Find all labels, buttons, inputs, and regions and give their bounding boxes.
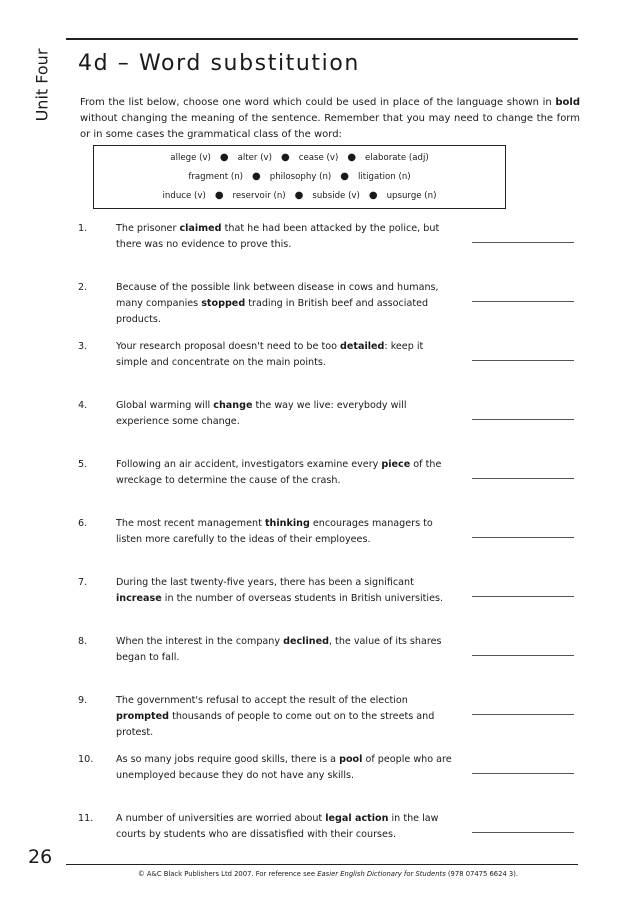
question-number: 4. — [78, 400, 88, 411]
target-word: thinking — [264, 518, 310, 529]
word-item: induce (v) — [162, 191, 206, 201]
question-number: 8. — [78, 636, 88, 647]
word-item: allege (v) — [170, 153, 211, 163]
target-word: detailed — [340, 341, 385, 352]
target-word: legal action — [325, 813, 389, 824]
question-item — [78, 221, 578, 280]
question-text: Global warming will change the way we live: everybody will experience some change. — [116, 400, 407, 427]
answer-line[interactable] — [472, 241, 574, 243]
word-item: subside (v) — [312, 191, 360, 201]
word-item: alter (v) — [237, 153, 272, 163]
answer-line[interactable] — [472, 300, 574, 302]
answer-line[interactable] — [472, 772, 574, 774]
question-item — [78, 752, 578, 811]
target-word: piece — [381, 459, 411, 470]
question-text: The government's refusal to accept the result of the election prompted thousands of people to come out on to the streets and protest. — [116, 695, 435, 738]
answer-line[interactable] — [472, 595, 574, 597]
word-item: cease (v) — [298, 153, 339, 163]
question-item — [78, 398, 578, 457]
question-text: Your research proposal doesn't need to be too detailed: keep it simple and concentrate on the main points. — [116, 341, 424, 368]
question-number: 2. — [78, 282, 88, 293]
question-number: 1. — [78, 223, 88, 234]
answer-line[interactable] — [472, 713, 574, 715]
question-item — [78, 575, 578, 634]
answer-line[interactable] — [472, 477, 574, 479]
target-word: stopped — [201, 298, 246, 309]
question-number: 5. — [78, 459, 88, 470]
answer-line[interactable] — [472, 418, 574, 420]
target-word: change — [213, 400, 253, 411]
question-number: 9. — [78, 695, 88, 706]
bullet-icon: ● — [368, 190, 378, 201]
question-text: When the interest in the company declined, the value of its shares began to fall. — [116, 636, 442, 663]
answer-line[interactable] — [472, 536, 574, 538]
bullet-icon: ● — [340, 171, 350, 182]
question-text: The prisoner claimed that he had been attacked by the police, but there was no evidence to prove this. — [116, 223, 440, 250]
question-item — [78, 634, 578, 693]
word-list-row — [94, 171, 505, 182]
question-item — [78, 516, 578, 575]
question-text: A number of universities are worried about legal action in the law courts by students who are dissatisfied with their courses. — [116, 813, 439, 840]
question-number: 11. — [78, 813, 94, 824]
bullet-icon: ● — [219, 152, 229, 163]
page-number: 26 — [28, 846, 53, 868]
question-number: 10. — [78, 754, 94, 765]
question-text: The most recent management thinking encourages managers to listen more carefully to the ideas of their employees. — [116, 518, 433, 545]
target-word: prompted — [116, 711, 170, 722]
question-item — [78, 280, 578, 339]
question-item — [78, 693, 578, 752]
top-rule — [66, 38, 578, 40]
footer-credit: © A&C Black Publishers Ltd 2007. For reference see Easier English Dictionary for Students (978 07475 6624 3). — [137, 870, 519, 878]
word-item: reservoir (n) — [232, 191, 286, 201]
word-item: upsurge (n) — [386, 191, 437, 201]
bullet-icon: ● — [214, 190, 224, 201]
question-text: Following an air accident, investigators examine every piece of the wreckage to determine the cause of the crash. — [116, 459, 442, 486]
word-list-row — [94, 152, 505, 163]
word-item: fragment (n) — [188, 172, 243, 182]
bullet-icon: ● — [294, 190, 304, 201]
target-word: increase — [116, 593, 162, 604]
word-list-box — [93, 145, 506, 209]
question-list — [78, 221, 578, 870]
bullet-icon: ● — [281, 152, 290, 163]
instructions: From the list below, choose one word which could be used in place of the language shown in bold without changing the meaning of the sentence. Remember that you may need to change the form or in some cases the grammatical class of the word: — [80, 97, 580, 140]
unit-label: Unit Four — [32, 48, 52, 122]
target-word: claimed — [179, 223, 222, 234]
question-item — [78, 339, 578, 398]
answer-line[interactable] — [472, 654, 574, 656]
word-list-row — [94, 190, 505, 201]
answer-line[interactable] — [472, 359, 574, 361]
question-text: During the last twenty-five years, there has been a significant increase in the number of overseas students in British universities. — [116, 577, 444, 604]
target-word: declined — [283, 636, 329, 647]
answer-line[interactable] — [472, 831, 574, 833]
question-text: As so many jobs require good skills, there is a pool of people who are unemployed because they do not have any skills. — [116, 754, 452, 781]
bullet-icon: ● — [347, 152, 357, 163]
bottom-rule — [66, 864, 578, 865]
question-number: 6. — [78, 518, 88, 529]
question-number: 7. — [78, 577, 88, 588]
target-word: pool — [339, 754, 363, 765]
word-item: litigation (n) — [358, 172, 411, 182]
word-item: philosophy (n) — [269, 172, 332, 182]
question-item — [78, 457, 578, 516]
question-number: 3. — [78, 341, 88, 352]
bullet-icon: ● — [252, 171, 261, 182]
question-item — [78, 811, 578, 870]
question-text: Because of the possible link between disease in cows and humans, many companies stopped trading in British beef and associated products. — [116, 282, 439, 325]
page-title: 4d – Word substitution — [78, 51, 360, 76]
word-item: elaborate (adj) — [365, 153, 429, 163]
